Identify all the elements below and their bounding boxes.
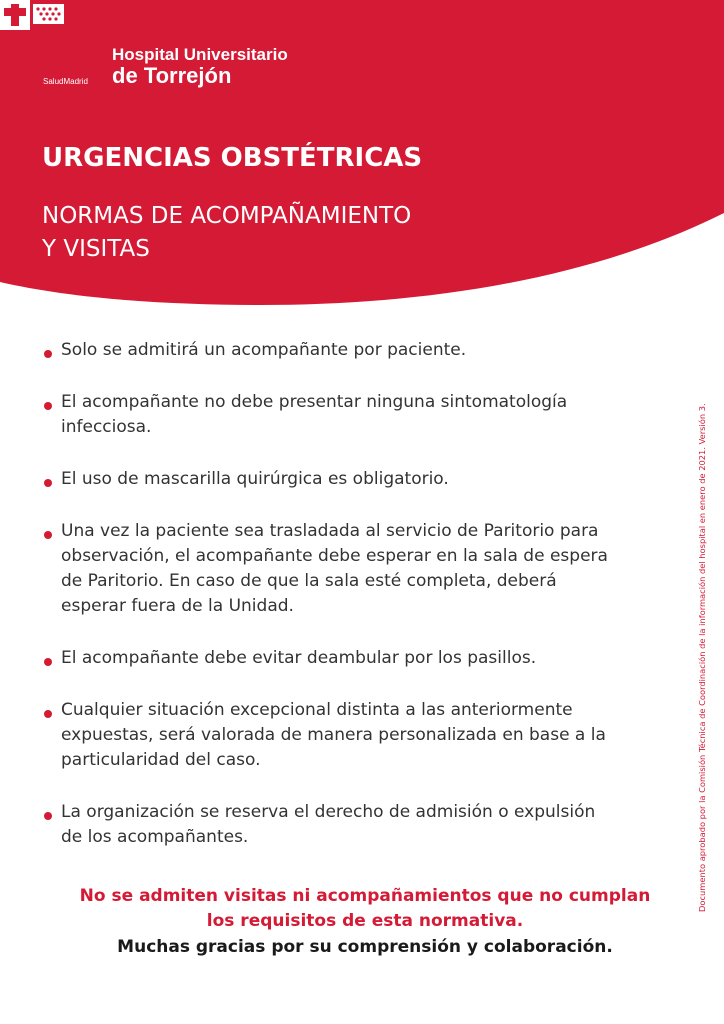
thanks-message: Muchas gracias por su comprensión y colaboración.	[117, 937, 613, 957]
rule-text-line: expuestas, será valorada de manera personalizada en base a la	[61, 725, 606, 745]
header-banner	[0, 0, 724, 330]
rule-text-line: esperar fuera de la Unidad.	[61, 596, 294, 616]
rule-text-line: La organización se reserva el derecho de admisión o expulsión	[61, 802, 596, 822]
rule-text-line: El acompañante debe evitar deambular por los pasillos.	[61, 648, 537, 668]
bullet-icon	[44, 402, 52, 410]
bullet-icon	[44, 350, 52, 358]
rule-item	[44, 338, 674, 363]
page-title: URGENCIAS OBSTÉTRICAS	[42, 143, 423, 173]
subtitle-line1: NORMAS DE ACOMPAÑAMIENTO	[42, 203, 412, 229]
rule-text-line: de Paritorio. En caso de que la sala esté completa, deberá	[61, 571, 557, 591]
rule-text-line: El acompañante no debe presentar ninguna sintomatología	[61, 392, 568, 412]
rule-item	[44, 698, 674, 773]
hospital-name-line2: de Torrejón	[112, 63, 232, 88]
comunidad-madrid-logo-icon	[0, 0, 68, 34]
warning-line2: los requisitos de esta normativa.	[206, 911, 524, 931]
warning-notice	[40, 884, 690, 934]
rules-list	[44, 338, 674, 877]
bullet-icon	[44, 479, 52, 487]
warning-line1: No se admiten visitas ni acompañamientos que no cumplan	[79, 886, 651, 906]
bullet-icon	[44, 710, 52, 718]
approval-side-note: Documento aprobado por la Comisión Técnica de Coordinación de la información del hospital en enero de 2021. Versión 3.	[697, 403, 707, 912]
rule-text-line: infecciosa.	[61, 417, 152, 437]
rule-text-line: Solo se admitirá un acompañante por paciente.	[61, 340, 467, 360]
rule-text-line: Una vez la paciente sea trasladada al servicio de Paritorio para	[61, 521, 599, 541]
salud-madrid-brand-text: SaludMadrid	[43, 77, 88, 86]
rule-item	[44, 467, 674, 492]
rule-text-line: observación, el acompañante debe esperar en la sala de espera	[61, 546, 608, 566]
bullet-icon	[44, 658, 52, 666]
subtitle-line2: Y VISITAS	[42, 236, 150, 262]
bullet-icon	[44, 531, 52, 539]
rule-text-line: particularidad del caso.	[61, 750, 261, 770]
rule-item	[44, 646, 674, 671]
rule-text-line: El uso de mascarilla quirúrgica es obligatorio.	[61, 469, 449, 489]
rule-text-line: Cualquier situación excepcional distinta a las anteriormente	[61, 700, 573, 720]
rule-item	[44, 800, 674, 850]
rule-text-line: de los acompañantes.	[61, 827, 249, 847]
bullet-icon	[44, 812, 52, 820]
page-subtitle	[42, 200, 602, 266]
rule-item	[44, 519, 674, 619]
hospital-name-line1: Hospital Universitario	[112, 45, 288, 64]
rule-item	[44, 390, 674, 440]
